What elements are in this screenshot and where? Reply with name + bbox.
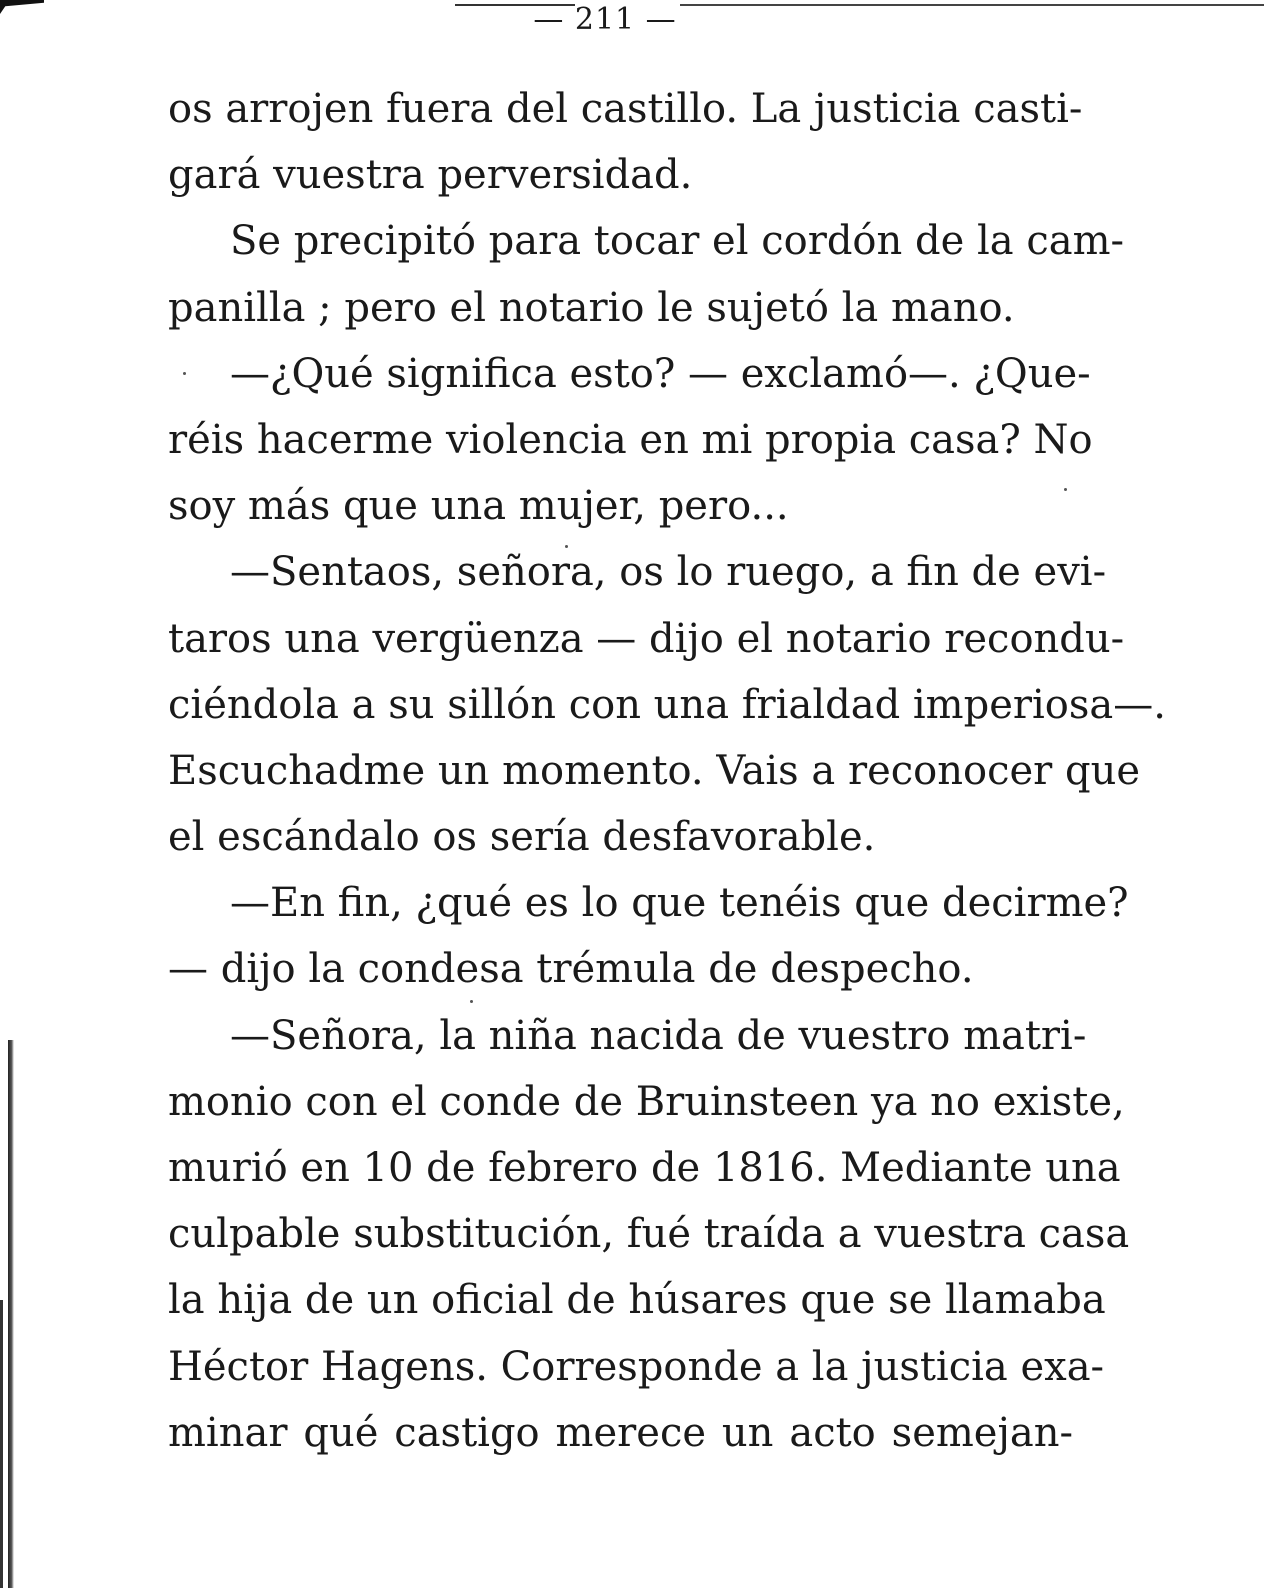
page-number: — 211 — — [533, 2, 677, 37]
scan-binding-edge — [8, 1040, 14, 1588]
text-line: culpable substitución, fué traída a vuestra casa — [168, 1211, 1130, 1258]
text-line: panilla ; pero el notario le sujetó la mano. — [168, 284, 1015, 331]
text-line: os arrojen fuera del castillo. La justicia casti- — [168, 86, 1083, 132]
body-text — [168, 76, 1166, 1466]
text-line: minar qué castigo merece un acto semejan- — [168, 1409, 1073, 1456]
text-line: —Señora, la niña nacida de vuestro matri- — [230, 1012, 1087, 1059]
text-line: — dijo la condesa trémula de despecho. — [168, 946, 974, 993]
text-line: ciéndola a su sillón con una frialdad imperiosa—. — [168, 681, 1166, 728]
text-line: monio con el conde de Bruinsteen ya no existe, — [168, 1078, 1125, 1125]
text-line: taros una vergüenza — dijo el notario recondu- — [168, 615, 1125, 662]
text-line: soy más que una mujer, pero... — [168, 483, 789, 530]
text-line: —¿Qué significa esto? — exclamó—. ¿Que- — [230, 350, 1091, 397]
text-line: réis hacerme violencia en mi propia casa? No — [168, 416, 1093, 463]
text-line: gará vuestra perversidad. — [168, 152, 693, 199]
text-line: Escuchadme un momento. Vais a reconocer que — [168, 747, 1141, 794]
text-line: —Sentaos, señora, os lo ruego, a fin de evi- — [230, 549, 1107, 596]
text-line: murió en 10 de febrero de 1816. Mediante una — [168, 1145, 1121, 1191]
text-line: la hija de un oficial de húsares que se llamaba — [168, 1277, 1106, 1324]
text-line: el escándalo os sería desfavorable. — [168, 814, 876, 861]
text-line: Héctor Hagens. Corresponde a la justicia exa- — [168, 1343, 1105, 1390]
text-line: Se precipitó para tocar el cordón de la cam- — [230, 218, 1125, 265]
text-line: —En fin, ¿qué es lo que tenéis que decirme? — [230, 880, 1129, 927]
scan-binding-edge — [0, 1300, 3, 1588]
